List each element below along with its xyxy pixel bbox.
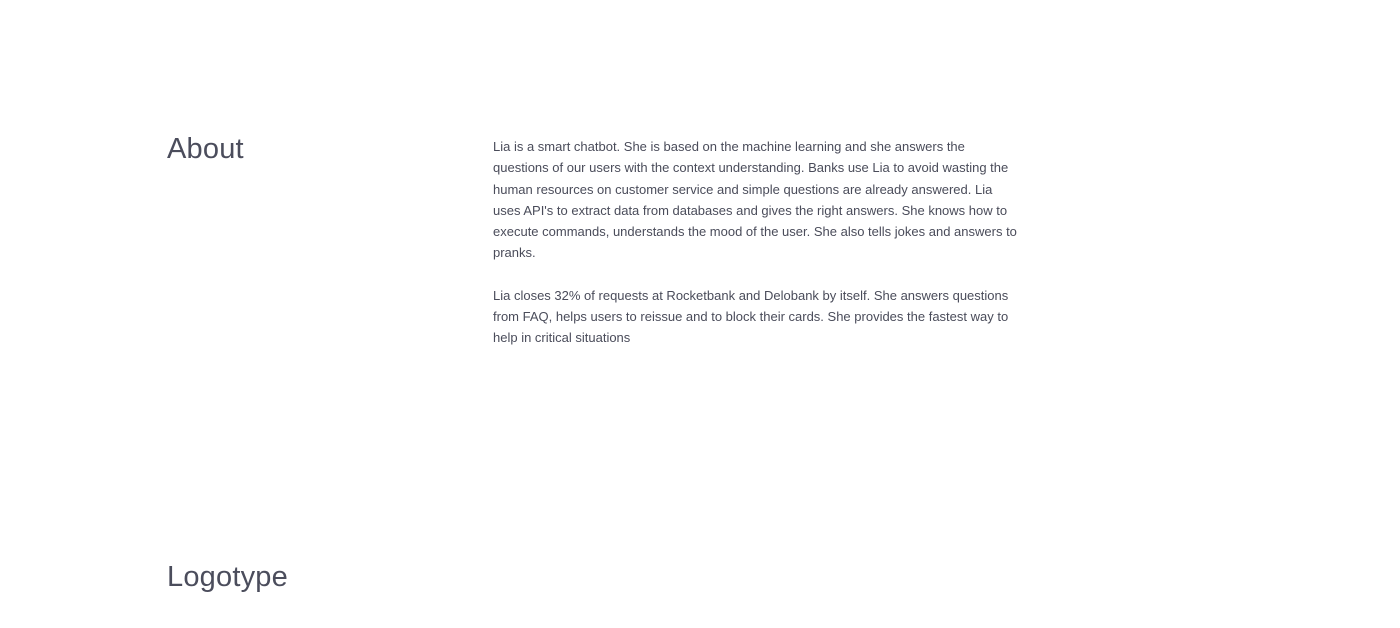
about-section: [167, 131, 1400, 346]
logotype-heading: Logotype: [167, 561, 288, 593]
about-paragraph-2: Lia closes 32% of requests at Rocketbank and Delobank by itself. She answers questions from FAQ, helps users to reissue and to block their cards. She provides the fastest way to help in critical situations: [493, 287, 1009, 346]
logotype-section: [167, 559, 1400, 595]
about-heading: About: [167, 133, 244, 165]
about-paragraph-1: Lia is a smart chatbot. She is based on the machine learning and she answers the questions of our users with the context understanding. Banks use Lia to avoid wasting the human resources on customer service and simple questions are already answered. Lia uses API's to extract data from databases and gives the right answers. She knows how to execute commands, understands the mood of the user. She also tells jokes and answers to pranks.: [493, 139, 1017, 261]
about-description: [493, 136, 1017, 370]
